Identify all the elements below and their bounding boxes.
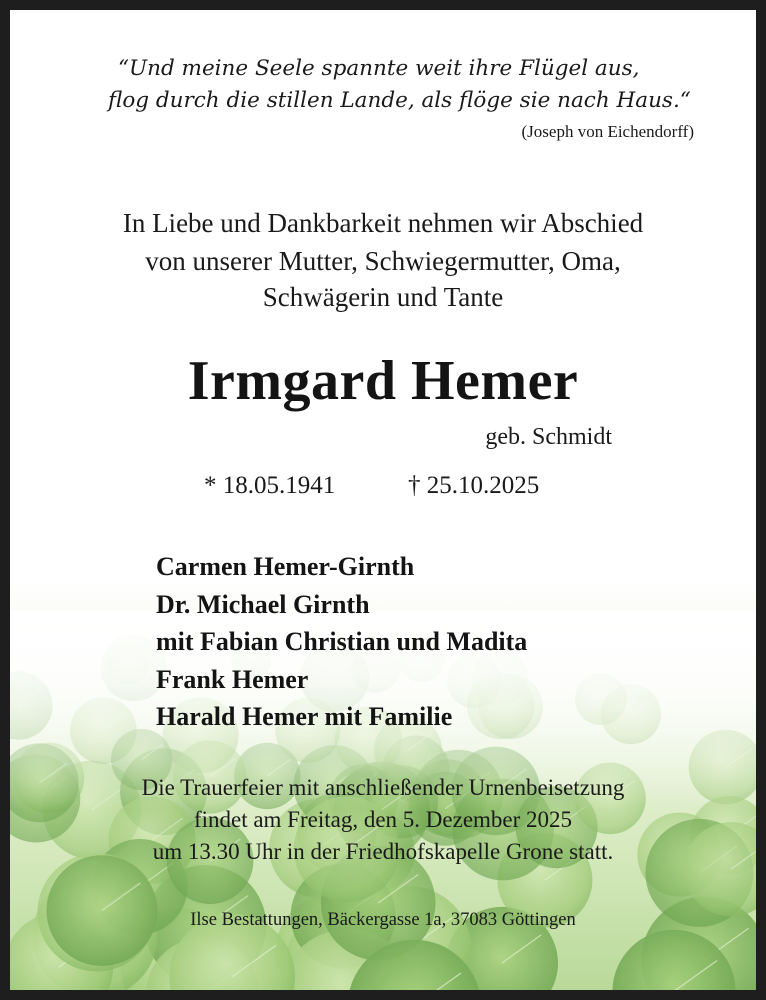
service-line-3: um 13.30 Uhr in der Friedhofskapelle Grone statt. xyxy=(152,839,614,864)
family-member: Dr. Michael Girnth xyxy=(156,589,370,619)
intro-line-3: Schwägerin und Tante xyxy=(262,282,504,312)
family-member: Frank Hemer xyxy=(156,664,309,694)
service-line-2: findet am Freitag, den 5. Dezember 2025 xyxy=(193,807,573,832)
death-date: † 25.10.2025 xyxy=(408,472,540,499)
service-announcement xyxy=(10,772,756,868)
birth-date: * 18.05.1941 xyxy=(204,472,336,499)
undertaker-address: Ilse Bestattungen, Bäckergasse 1a, 37083 Göttingen xyxy=(190,910,576,930)
quote-line-1: “Und meine Seele spannte weit ihre Flügel aus, xyxy=(118,56,640,81)
intro-line-1: In Liebe und Dankbarkeit nehmen wir Abschied xyxy=(122,208,644,238)
family-member: mit Fabian Christian und Madita xyxy=(156,627,528,656)
family-member: Harald Hemer mit Familie xyxy=(156,702,453,731)
family-list xyxy=(156,548,527,736)
intro-line-2: von unserer Mutter, Schwiegermutter, Oma, xyxy=(145,246,621,276)
service-line-1: Die Trauerfeier mit anschließender Urnenbeisetzung xyxy=(141,775,625,800)
family-member: Carmen Hemer-Girnth xyxy=(156,552,415,581)
quote-line-2: flog durch die stillen Lande, als flöge sie nach Haus.“ xyxy=(108,88,691,113)
birth-name: geb. Schmidt xyxy=(485,424,612,450)
deceased-name: Irmgard Hemer xyxy=(187,350,579,412)
quote-author: (Joseph von Eichendorff) xyxy=(521,122,694,141)
